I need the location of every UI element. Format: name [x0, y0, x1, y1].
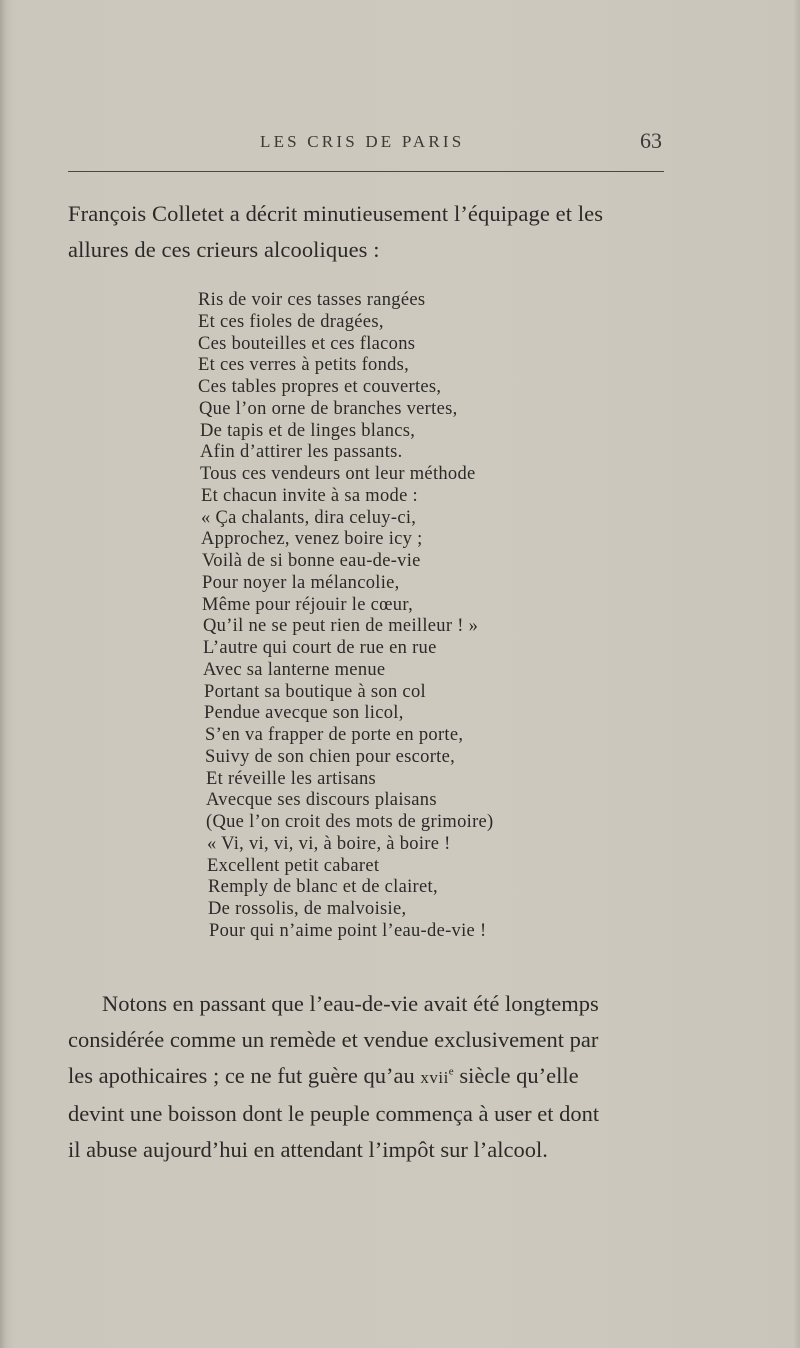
page-number: 63 [640, 128, 662, 153]
closing-line: considérée comme un remède et vendue exclusivement par [68, 1027, 599, 1052]
intro-line: François Colletet a décrit minutieusement l’équipage et les [68, 201, 604, 226]
closing-line-with-century [68, 1058, 688, 1096]
poem-verse: Afin d’attirer les passants. [200, 442, 403, 463]
poem-verse: Avec sa lanterne menue [203, 659, 386, 680]
poem-verse: Tous ces vendeurs ont leur méthode [200, 464, 476, 484]
poem-verse: Et ces verres à petits fonds, [198, 355, 410, 376]
poem-verse: Pour noyer la mélancolie, [202, 572, 400, 593]
poem-verse: (Que l’on croit des mots de grimoire) [206, 812, 494, 832]
header-rule [68, 171, 664, 172]
poem-verse: L’autre qui court de rue en rue [203, 638, 437, 658]
poem-verse: « Ça chalants, dira celuy-ci, [201, 507, 417, 528]
closing-text: siècle qu’elle [453, 1063, 579, 1088]
century-numeral: xvii [420, 1068, 449, 1087]
running-title: LES CRIS DE PARIS [260, 132, 465, 151]
poem-verse: Suivy de son chien pour escorte, [205, 746, 456, 767]
closing-line: il abuse aujourd’hui en attendant l’impôt sur l’alcool. [68, 1137, 548, 1162]
poem-verse: Approchez, venez boire icy ; [201, 529, 423, 550]
poem-verse: Remply de blanc et de clairet, [208, 877, 438, 898]
closing-paragraph [68, 986, 688, 1168]
poem-verse: Et ces fioles de dragées, [198, 311, 384, 332]
poem-verse: « Vi, vi, vi, vi, à boire, à boire ! [207, 833, 451, 854]
poem-verse: Et réveille les artisans [206, 768, 377, 789]
poem-verse: Avecque ses discours plaisans [206, 790, 437, 811]
poem-verse: Que l’on orne de branches vertes, [199, 398, 458, 419]
poem-verse: Pendue avecque son licol, [204, 703, 404, 724]
intro-line: allures de ces crieurs alcooliques : [68, 237, 380, 262]
poem-verse: Ces bouteilles et ces flacons [198, 333, 416, 354]
poem-verse: De tapis et de linges blancs, [200, 420, 416, 441]
closing-line: devint une boisson dont le peuple commença à user et dont [68, 1101, 600, 1126]
running-header [68, 128, 666, 156]
poem-verse: Excellent petit cabaret [207, 855, 380, 876]
poem-verse: Voilà de si bonne eau-de-vie [202, 551, 421, 571]
poem-quotation [198, 290, 598, 943]
closing-text: les apothicaires ; ce ne fut guère qu’au [68, 1063, 421, 1088]
poem-verse: Même pour réjouir le cœur, [202, 594, 414, 615]
closing-line: Notons en passant que l’eau-de-vie avait été longtemps [102, 991, 599, 1016]
poem-verse: De rossolis, de malvoisie, [208, 899, 407, 919]
poem-verse: Ces tables propres et couvertes, [198, 377, 442, 397]
poem-verse: Ris de voir ces tasses rangées [198, 290, 426, 310]
poem-verse: Pour qui n’aime point l’eau-de-vie ! [209, 920, 487, 941]
poem-verse: Portant sa boutique à son col [204, 681, 426, 702]
intro-paragraph [68, 196, 678, 268]
poem-verse: S’en va frapper de porte en porte, [205, 725, 464, 745]
page-edge [794, 0, 800, 1348]
poem-verse: Et chacun invite à sa mode : [201, 485, 418, 506]
poem-verse: Qu’il ne se peut rien de meilleur ! » [203, 616, 479, 637]
century-superscript: e [448, 1065, 454, 1078]
